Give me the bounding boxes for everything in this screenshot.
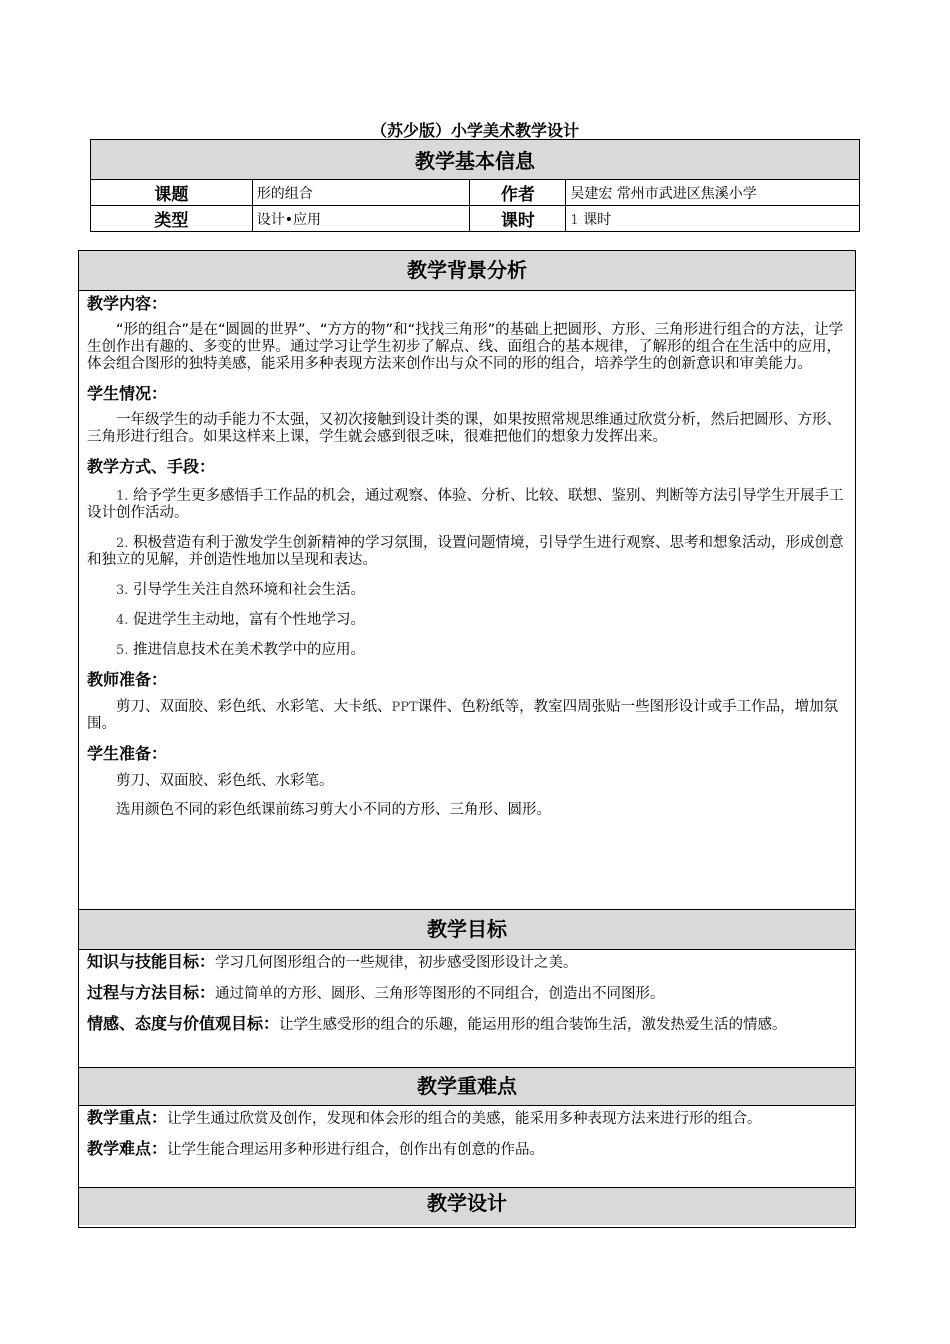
background-section — [79, 291, 855, 910]
document-title: （苏少版）小学美术教学设计 — [370, 121, 579, 140]
content-text: “形的组合”是在“圆圆的世界”、“方方的物”和“找找三角形”的基础上把圆形、方形、三角形进行组合的方法，让学生创作出有趣的、多变的世界。通过学习让学生初步了解点、线、面组合的基本规律，了解形的组合在生活中的应用，体会组合图形的独特美感，能采用多种表现方法来创作出与众不同的形的组合，培养学生的创新意识和审美能力。 — [87, 322, 844, 372]
content-label: 教学内容： — [87, 294, 168, 313]
background-header: 教学背景分析 — [79, 251, 855, 291]
basic-info-table — [90, 139, 860, 232]
design-header: 教学设计 — [79, 1188, 855, 1225]
main-content-table — [78, 250, 856, 1228]
student-prep-label: 学生准备： — [87, 744, 168, 763]
key-point-text: 让学生通过欣赏及创作，发现和体会形的组合的美感，能采用多种表现方法来进行形的组合。 — [167, 1111, 762, 1127]
method-text: 推进信息技术在美术教学中的应用。 — [133, 642, 366, 658]
hours-label: 课时 — [470, 206, 566, 232]
basic-info-header: 教学基本信息 — [91, 140, 860, 180]
knowledge-goal-label: 知识与技能目标： — [87, 952, 216, 971]
hours-unit: 课时 — [583, 211, 612, 228]
method-number: 5. — [116, 643, 129, 658]
type-value: 设计•应用 — [252, 206, 470, 232]
process-goal-label: 过程与方法目标： — [87, 983, 216, 1002]
difficult-point-label: 教学难点： — [87, 1139, 168, 1158]
author-label: 作者 — [470, 180, 566, 206]
method-text: 促进学生主动地，富有个性地学习。 — [133, 612, 366, 628]
key-point — [87, 1109, 847, 1128]
key-points-header: 教学重难点 — [79, 1068, 855, 1106]
teacher-prep-part-b: 课件、色粉纸等，教室四周张贴一些图形设计或手工作品，增加氛围。 — [87, 699, 839, 732]
hours-number: 1 — [570, 212, 579, 228]
goals-header: 教学目标 — [79, 910, 855, 950]
teacher-prep-label: 教师准备： — [87, 670, 168, 689]
difficult-point — [87, 1140, 847, 1159]
student-label: 学生情况： — [87, 384, 168, 403]
hours-value — [566, 206, 860, 232]
method-text: 给予学生更多感悟手工作品的机会，通过观察、体验、分析、比较、联想、鉴别、判断等方法引导学生开展手工设计创作活动。 — [87, 488, 844, 521]
author-value: 吴建宏 常州市武进区焦溪小学 — [566, 180, 860, 206]
knowledge-goal — [87, 953, 847, 972]
emotion-goal-text: 让学生感受形的组合的乐趣，能运用形的组合装饰生活，激发热爱生活的情感。 — [279, 1017, 787, 1033]
student-prep-line-2: 选用颜色不同的彩色纸课前练习剪大小不同的方形、三角形、圆形。 — [116, 802, 551, 818]
method-item — [87, 612, 847, 629]
method-item — [87, 582, 847, 599]
key-point-label: 教学重点： — [87, 1108, 168, 1127]
method-list — [87, 488, 847, 659]
teacher-prep-ppt: PPT — [391, 700, 418, 715]
process-goal — [87, 984, 847, 1003]
emotion-goal-label: 情感、态度与价值观目标： — [87, 1014, 280, 1033]
type-label: 类型 — [91, 206, 253, 232]
goals-section — [79, 950, 855, 1068]
topic-label: 课题 — [91, 180, 253, 206]
method-text: 积极营造有利于激发学生创新精神的学习氛围，设置问题情境，引导学生进行观察、思考和想象活动，形成创意和独立的见解，并创造性地加以呈现和表达。 — [87, 535, 844, 568]
process-goal-text: 通过简单的方形、圆形、三角形等图形的不同组合，创造出不同图形。 — [215, 986, 665, 1002]
method-number: 3. — [116, 583, 129, 598]
knowledge-goal-text: 学习几何图形组合的一些规律，初步感受图形设计之美。 — [215, 955, 578, 971]
teacher-prep-part-a: 剪刀、双面胶、彩色纸、水彩笔、大卡纸、 — [116, 699, 392, 715]
emotion-goal — [87, 1015, 847, 1034]
method-number: 4. — [116, 613, 129, 628]
method-label: 教学方式、手段： — [87, 457, 216, 476]
student-prep-line-1: 剪刀、双面胶、彩色纸、水彩笔。 — [116, 773, 334, 789]
teacher-prep-text — [87, 699, 847, 733]
topic-value: 形的组合 — [252, 180, 470, 206]
key-points-section — [79, 1106, 855, 1188]
difficult-point-text: 让学生能合理运用多种形进行组合，创作出有创意的作品。 — [167, 1142, 545, 1158]
method-number: 1. — [116, 489, 129, 504]
method-item — [87, 535, 847, 569]
method-item — [87, 488, 847, 522]
student-text: 一年级学生的动手能力不太强，又初次接触到设计类的课，如果按照常规思维通过欣赏分析，然后把圆形、方形、三角形进行组合。如果这样来上课，学生就会感到很乏味，很难把他们的想象力发挥出来。 — [87, 412, 841, 445]
method-item — [87, 642, 847, 659]
method-text: 引导学生关注自然环境和社会生活。 — [133, 582, 366, 598]
method-number: 2. — [116, 536, 129, 551]
